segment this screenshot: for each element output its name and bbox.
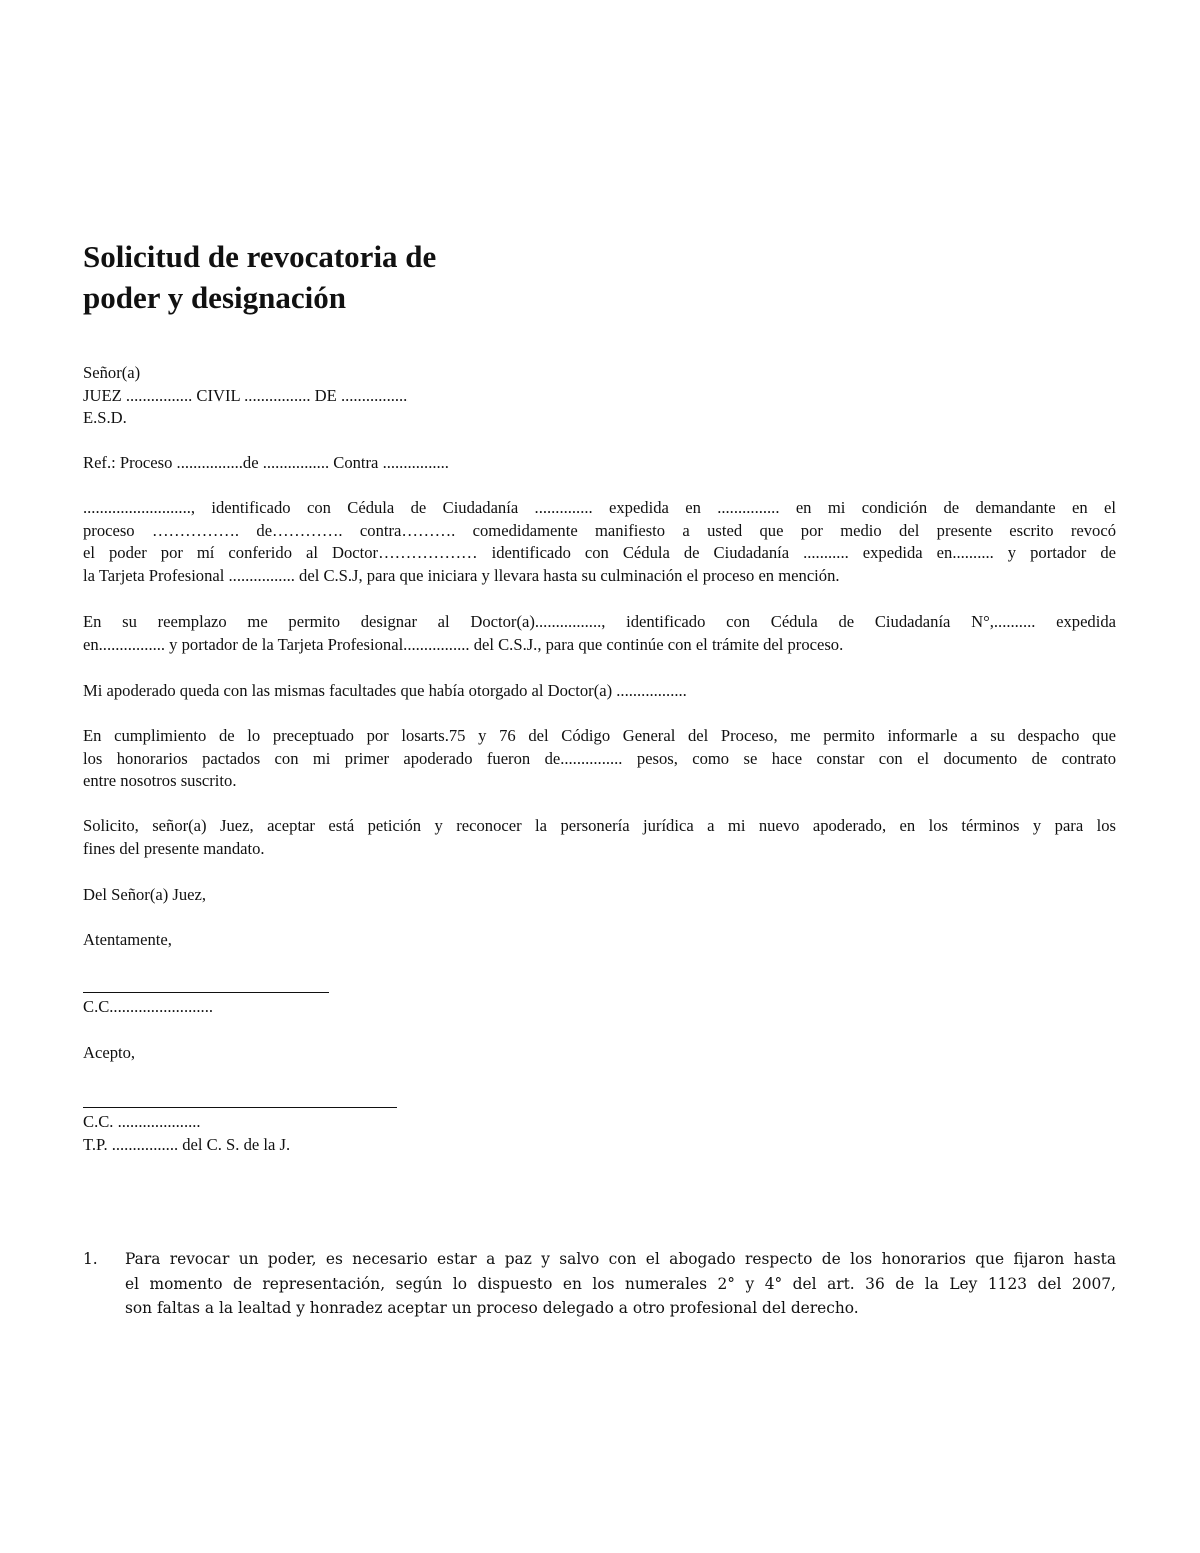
paragraph-revocation <box>83 497 1116 588</box>
document-title <box>83 236 436 318</box>
closing-sincerely: Atentamente, <box>83 930 172 949</box>
attorney-id: C.C. .................... <box>83 1112 201 1131</box>
acceptance-label: Acepto, <box>83 1043 136 1062</box>
court-line: JUEZ ................ CIVIL ................ DE ................ <box>83 385 408 405</box>
paragraph-designation <box>83 611 1116 656</box>
paragraph-line: proceso ……………. de…………. contra………. comedidamente manifiesto a usted que por medio del presente escrito revocó <box>83 520 1116 540</box>
footnote-line: Para revocar un poder, es necesario estar a paz y salvo con el abogado respecto de los honorarios que fijaron hasta <box>125 1250 1116 1268</box>
paragraph-line: el poder por mí conferido al Doctor……………… identificado con Cédula de Ciudadanía ........... expedida en.......... y portador de <box>83 543 1116 563</box>
paragraph-faculties: Mi apoderado queda con las mismas facultades que había otorgado al Doctor(a) ................. <box>83 681 687 700</box>
attorney-card: T.P. ................ del C. S. de la J. <box>83 1134 291 1154</box>
footnote-text <box>125 1247 1116 1321</box>
paragraph-request <box>83 815 1116 860</box>
paragraph-fees <box>83 725 1116 793</box>
attorney-signature-line <box>83 1107 397 1108</box>
paragraph-line: la Tarjeta Profesional ................ del C.S.J, para que iniciara y llevara hasta su culminación el proceso en mención. <box>83 566 840 586</box>
footnote-number: 1. <box>83 1250 98 1268</box>
reference-line: Ref.: Proceso ................de ................ Contra ................ <box>83 453 449 472</box>
title-line-2: poder y designación <box>83 280 346 315</box>
title-line-1: Solicitud de revocatoria de <box>83 239 437 274</box>
footnote-line: son faltas a la lealtad y honradez aceptar un proceso delegado a otro profesional del derecho. <box>125 1299 859 1318</box>
paragraph-line: En cumplimiento de lo preceptuado por losarts.75 y 76 del Código General del Proceso, me permito informarle a su despacho que <box>83 726 1116 745</box>
addressee-block <box>83 362 1116 430</box>
paragraph-line: los honorarios pactados con mi primer apoderado fueron de............... pesos, como se hace constar con el documento de contrato <box>83 748 1116 768</box>
footnote-line: el momento de representación, según lo dispuesto en los numerales 2° y 4° del art. 36 de la Ley 1123 del 2007, <box>125 1274 1116 1293</box>
paragraph-line: fines del presente mandato. <box>83 838 265 858</box>
signature-line <box>83 992 329 993</box>
paragraph-line: entre nosotros suscrito. <box>83 771 237 791</box>
paragraph-line: En su reemplazo me permito designar al Doctor(a)................, identificado con Cédula de Ciudadanía N°,.......... expedida <box>83 612 1116 631</box>
paragraph-line: en................ y portador de la Tarjeta Profesional................ del C.S.J., para que continúe con el trámite del proceso. <box>83 634 844 654</box>
paragraph-line: Solicito, señor(a) Juez, aceptar está petición y reconocer la personería jurídica a mi nuevo apoderado, en los términos y para los <box>83 816 1116 835</box>
attorney-details <box>83 1111 1116 1156</box>
paragraph-line: .........................., identificado con Cédula de Ciudadanía .............. expedida en ............... en mi condición de demandante en el <box>83 498 1116 517</box>
esd-line: E.S.D. <box>83 408 127 428</box>
closing-regards: Del Señor(a) Juez, <box>83 885 207 904</box>
signer-id: C.C......................... <box>83 997 213 1016</box>
salutation: Señor(a) <box>83 363 141 382</box>
